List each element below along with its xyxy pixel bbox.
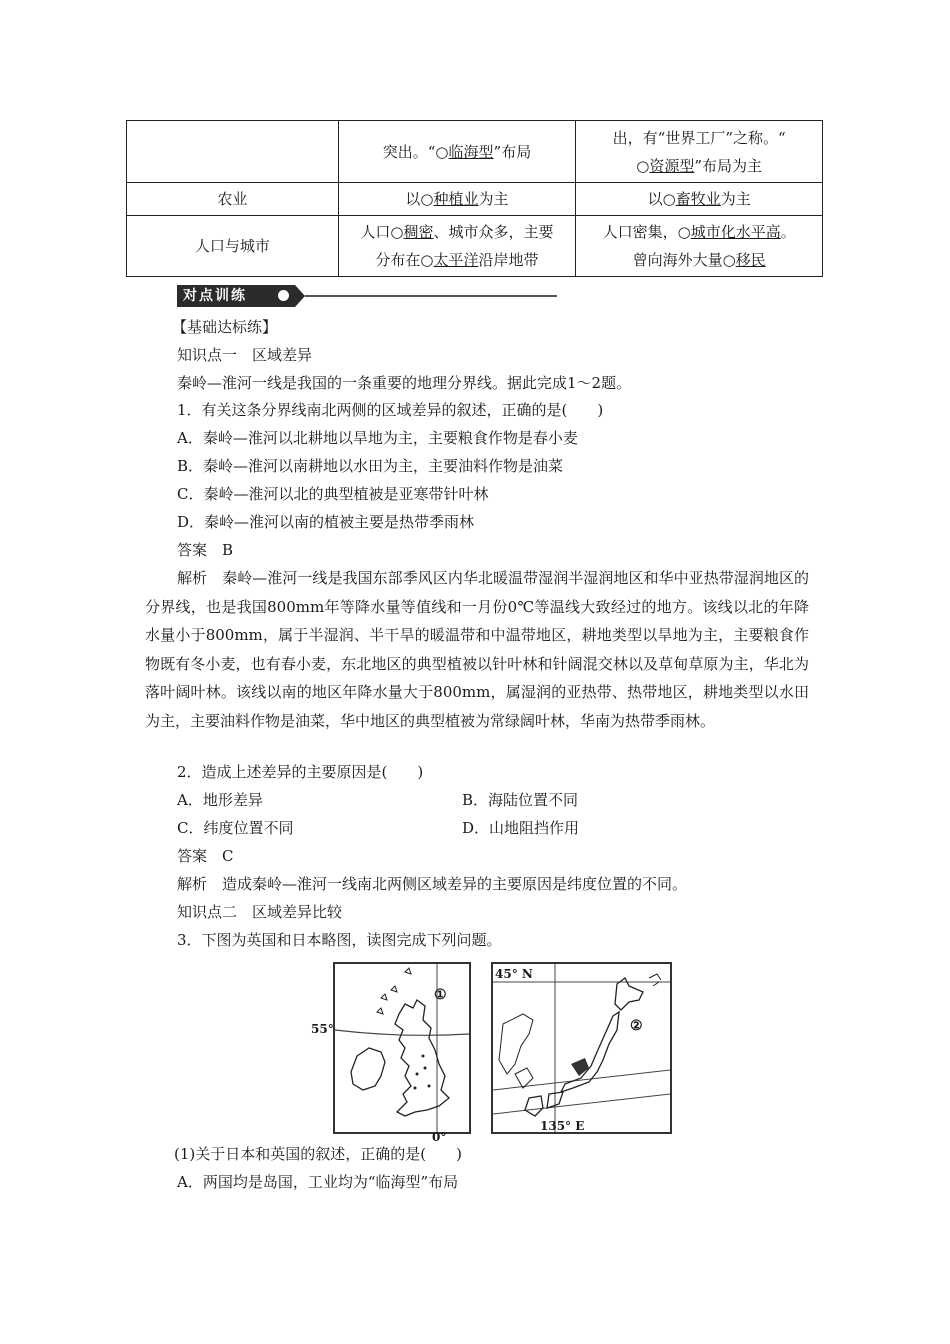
cell-text: ”布局为主 — [694, 156, 763, 175]
latitude-label: 55° — [311, 1022, 334, 1036]
answer-blank: 种植业 — [433, 190, 479, 208]
uk-map — [333, 962, 471, 1134]
region-marker: ① — [434, 987, 447, 1003]
option-c: C．纬度位置不同 — [177, 819, 294, 837]
cell-text: 为主 — [720, 190, 751, 208]
cell-text: ○ — [636, 156, 650, 175]
table-cell: 农业 — [127, 183, 339, 216]
option-d: D．山地阻挡作用 — [462, 819, 580, 837]
option-a: A．秦岭—淮河以北耕地以旱地为主，主要粮食作物是春小麦 — [177, 429, 578, 447]
longitude-label: 0° — [432, 1130, 447, 1144]
table-row — [127, 183, 823, 216]
answer-blank: 太平洋 — [433, 251, 479, 269]
analysis-paragraph: 解析 秦岭—淮河一线是我国东部季风区内华北暖温带湿润半湿润地区和华中亚热带湿润地区的分界线，也是我国800mm年等降水量等值线和一月份0℃等温线大致经过的地方。该线以北的年降水量小于800mm，属于半湿润、半干旱的暖温带和中温带地区，耕地类型以旱地为主，主要粮食作物既有冬小麦，也有春小麦，东北地区的典型植被以针叶林和针阔混交林以及草甸草原为主，华北为落叶阔叶林。该线以南的地区年降水量大于800mm，属湿润的亚热带、热带地区，耕地类型以水田为主，主要油料作物是油菜，华中地区的典型植被为常绿阔叶林，华南为热带季雨林。 — [145, 569, 809, 730]
question-stem: 1．有关这条分界线南北两侧的区域差异的叙述，正确的是( ) — [177, 401, 604, 419]
section-banner — [177, 285, 557, 307]
cell-text: 曾向海外大量○ — [632, 251, 736, 269]
answer-blank: 稠密 — [403, 223, 434, 241]
japan-map-drawing — [493, 964, 670, 1132]
table-row — [127, 216, 823, 277]
answer-blank: 资源型 — [649, 156, 695, 175]
table-cell — [576, 183, 823, 216]
answer-blank: 城市化水平高 — [690, 223, 781, 241]
cell-text: ”布局 — [493, 142, 532, 161]
table-cell: 人口与城市 — [127, 216, 339, 277]
question-stem: 2．造成上述差异的主要原因是( ) — [177, 763, 424, 781]
table-cell — [338, 121, 576, 183]
cell-text: 突出。“○ — [382, 142, 449, 161]
arrow-icon — [295, 285, 305, 307]
knowledge-point-heading: 知识点一 区域差异 — [177, 346, 313, 364]
table-cell — [576, 216, 823, 277]
cell-text: 人口○ — [360, 223, 404, 241]
option-b: B．秦岭—淮河以南耕地以水田为主，主要油料作物是油菜 — [177, 457, 564, 475]
table-cell — [576, 121, 823, 183]
table-cell — [338, 183, 576, 216]
table-cell — [338, 216, 576, 277]
comparison-table — [126, 120, 823, 277]
region-marker: ② — [630, 1018, 643, 1034]
latitude-label: 45° N — [495, 967, 533, 981]
cell-text: 、城市众多，主要 — [433, 223, 554, 241]
table-cell — [127, 121, 339, 183]
question-intro: 秦岭—淮河一线是我国的一条重要的地理分界线。据此完成1～2题。 — [177, 374, 632, 392]
cell-text: 以○ — [647, 190, 676, 208]
uk-map-drawing — [335, 964, 469, 1132]
answer-blank: 畜牧业 — [675, 190, 721, 208]
analysis-line: 解析 造成秦岭—淮河一线南北两侧区域差异的主要原因是纬度位置的不同。 — [177, 875, 688, 893]
cell-text: 以○ — [405, 190, 434, 208]
section-banner-label: 对点训练 — [177, 285, 295, 307]
question-stem: 3．下图为英国和日本略图，读图完成下列问题。 — [177, 931, 502, 949]
answer-blank: 移民 — [735, 251, 766, 269]
japan-map — [491, 962, 672, 1134]
cell-text: 为主 — [478, 190, 509, 208]
cell-text: 分布在○ — [375, 251, 434, 269]
subsection-label: 【基础达标练】 — [172, 318, 278, 336]
sub-question-stem: (1)关于日本和英国的叙述，正确的是( ) — [174, 1145, 462, 1163]
option-d: D．秦岭—淮河以南的植被主要是热带季雨林 — [177, 513, 475, 531]
option-c: C．秦岭—淮河以北的典型植被是亚寒带针叶林 — [177, 485, 489, 503]
answer-line: 答案 B — [177, 541, 234, 559]
option-a: A．地形差异 — [177, 791, 263, 809]
knowledge-point-heading: 知识点二 区域差异比较 — [177, 903, 343, 921]
cell-text: 沿岸地带 — [478, 251, 539, 269]
answer-blank: 临海型 — [448, 142, 494, 161]
cell-text: 出，有“世界工厂”之称。“ — [612, 128, 786, 147]
longitude-label: 135° E — [540, 1119, 585, 1133]
cell-text: 人口密集，○ — [602, 223, 691, 241]
divider — [305, 295, 557, 297]
bullet-icon — [278, 290, 289, 301]
option-b: B．海陆位置不同 — [462, 791, 579, 809]
answer-line: 答案 C — [177, 847, 234, 865]
cell-text: 。 — [780, 223, 796, 241]
table-row — [127, 121, 823, 183]
option-a: A．两国均是岛国，工业均为“临海型”布局 — [177, 1173, 459, 1191]
